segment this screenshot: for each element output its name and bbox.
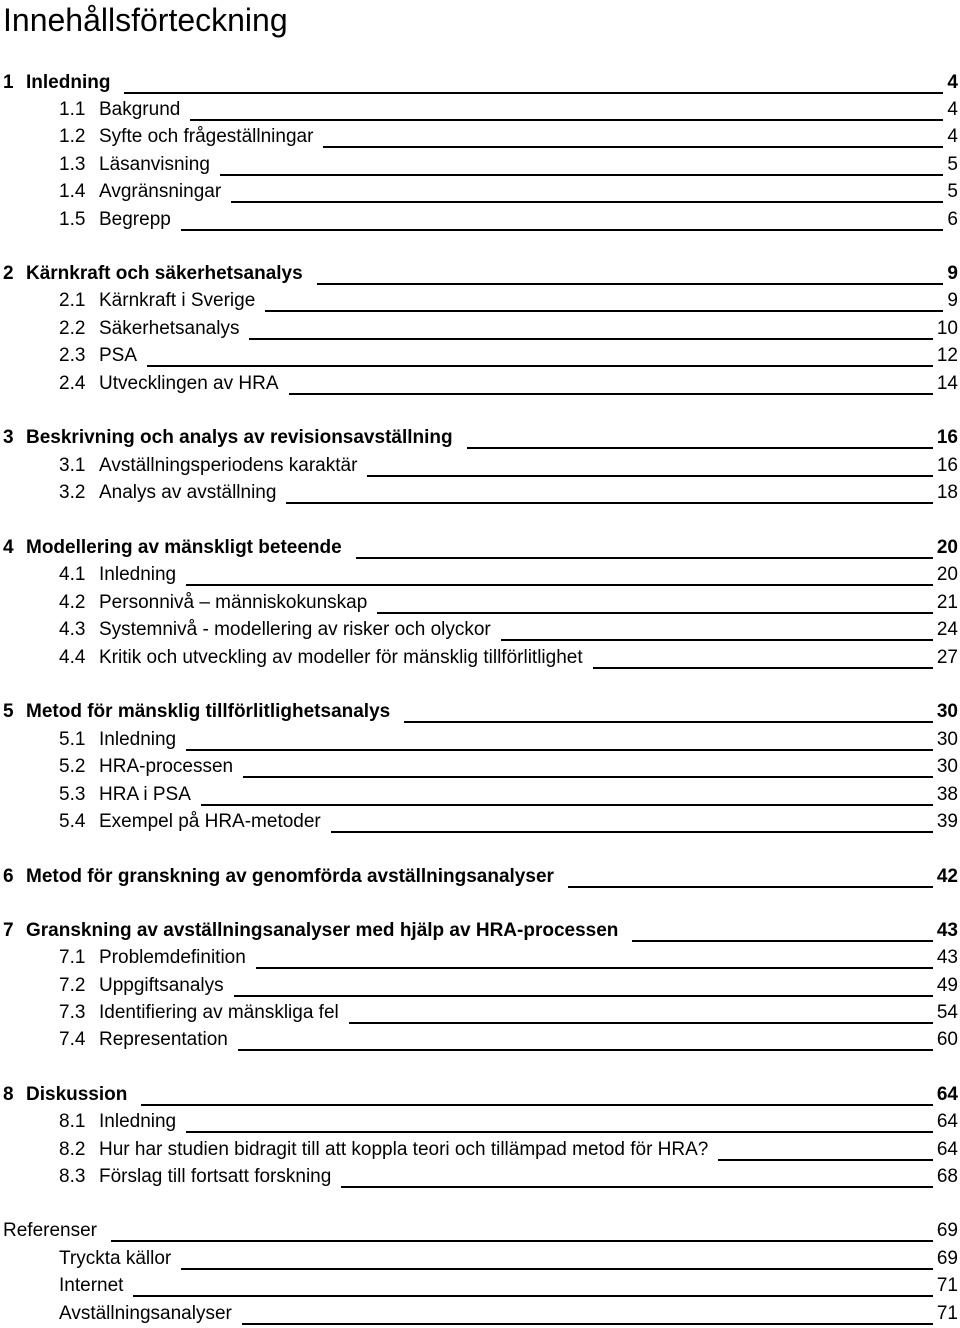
- toc-section-entry[interactable]: [0, 590, 960, 617]
- toc-entry-number: 3: [3, 427, 14, 448]
- toc-entry-title: Inledning: [99, 1111, 177, 1132]
- toc-entry-number: 4.1: [59, 564, 86, 585]
- toc-leader-line: [356, 557, 933, 559]
- toc-entry-page-number: 20: [936, 537, 958, 558]
- toc-entry-page-number: 18: [936, 482, 958, 503]
- toc-leader-line: [256, 967, 933, 969]
- toc-entry-page-number: 24: [936, 619, 958, 640]
- toc-entry-number: 1.3: [59, 154, 86, 175]
- toc-section-entry[interactable]: [0, 343, 960, 370]
- toc-section-entry[interactable]: [0, 179, 960, 206]
- toc-leader-line: [186, 584, 933, 586]
- toc-entry-page-number: 20: [936, 564, 958, 585]
- toc-entry-number: 2.1: [59, 290, 86, 311]
- toc-entry-page-number: 9: [947, 290, 958, 311]
- toc-leader-line: [201, 804, 933, 806]
- toc-entry-number: 6: [3, 866, 14, 887]
- toc-entry-title: Systemnivå - modellering av risker och olyckor: [99, 619, 491, 640]
- toc-chapter-entry[interactable]: [0, 261, 960, 288]
- toc-section-entry[interactable]: [0, 97, 960, 124]
- toc-entry-number: 4.3: [59, 619, 86, 640]
- toc-leader-line: [289, 393, 933, 395]
- toc-entry-number: 8: [3, 1084, 14, 1105]
- toc-section-entry[interactable]: [0, 124, 960, 151]
- toc-entry-number: 5.2: [59, 756, 86, 777]
- toc-chapter-entry[interactable]: [0, 1082, 960, 1109]
- toc-section-entry[interactable]: [0, 754, 960, 781]
- toc-chapter-entry[interactable]: [0, 535, 960, 562]
- toc-entry-title: Identifiering av mänskliga fel: [99, 1002, 339, 1023]
- toc-entry-number: 2: [3, 263, 14, 284]
- toc-leader-line: [181, 1268, 933, 1270]
- toc-entry-title: Representation: [99, 1029, 228, 1050]
- toc-entry-title: Diskussion: [26, 1084, 128, 1105]
- toc-entry-page-number: 9: [947, 263, 958, 284]
- toc-entry-page-number: 16: [936, 455, 958, 476]
- toc-entry-title: Analys av avställning: [99, 482, 277, 503]
- toc-section-entry[interactable]: [0, 453, 960, 480]
- toc-section-entry[interactable]: [0, 727, 960, 754]
- toc-entry-title: Referenser: [3, 1220, 97, 1241]
- toc-section-entry[interactable]: [0, 809, 960, 836]
- toc-entry-page-number: 30: [936, 729, 958, 750]
- toc-entry-number: 8.2: [59, 1139, 86, 1160]
- toc-entry-title: Uppgiftsanalys: [99, 975, 224, 996]
- toc-entry-page-number: 38: [936, 784, 958, 805]
- toc-entry-title: Syfte och frågeställningar: [99, 126, 314, 147]
- toc-entry-page-number: 64: [936, 1139, 958, 1160]
- toc-entry-page-number: 5: [947, 154, 958, 175]
- toc-leader-line: [124, 92, 943, 94]
- toc-leader-line: [377, 612, 933, 614]
- toc-entry-number: 5: [3, 701, 14, 722]
- toc-leader-line: [111, 1240, 933, 1242]
- toc-entry-title: Avställningsanalyser: [59, 1303, 232, 1324]
- toc-entry-title: Hur har studien bidragit till att koppla teori och tillämpad metod för HRA?: [99, 1139, 709, 1160]
- toc-leader-line: [331, 831, 933, 833]
- toc-entry-page-number: 10: [936, 318, 958, 339]
- toc-entry-page-number: 71: [936, 1275, 958, 1296]
- toc-entry-title: Avställningsperiodens karaktär: [99, 455, 358, 476]
- toc-section-entry[interactable]: [0, 207, 960, 234]
- toc-leader-line: [593, 667, 933, 669]
- toc-entry-page-number: 69: [936, 1248, 958, 1269]
- toc-entry-page-number: 69: [936, 1220, 958, 1241]
- toc-leader-line: [367, 475, 933, 477]
- toc-chapter-entry[interactable]: [0, 699, 960, 726]
- toc-entry-title: Utvecklingen av HRA: [99, 373, 279, 394]
- toc-entry-page-number: 43: [936, 920, 958, 941]
- toc-leader-line: [186, 749, 933, 751]
- toc-entry-title: Läsanvisning: [99, 154, 210, 175]
- toc-entry-page-number: 16: [936, 427, 958, 448]
- toc-entry-page-number: 4: [947, 126, 958, 147]
- toc-entry-title: Inledning: [99, 729, 177, 750]
- toc-leader-line: [231, 201, 943, 203]
- toc-entry-page-number: 5: [947, 181, 958, 202]
- toc-section-entry[interactable]: [0, 1164, 960, 1191]
- toc-section-entry[interactable]: [0, 152, 960, 179]
- toc-entry-number: 5.1: [59, 729, 86, 750]
- toc-leader-line: [242, 1323, 933, 1325]
- toc-entry-number: 7: [3, 920, 14, 941]
- toc-entry-title: Bakgrund: [99, 99, 181, 120]
- toc-leader-line: [190, 119, 943, 121]
- toc-entry-page-number: 30: [936, 756, 958, 777]
- toc-leader-line: [501, 639, 933, 641]
- toc-entry-title: Tryckta källor: [59, 1248, 172, 1269]
- toc-chapter-entry[interactable]: [0, 864, 960, 891]
- toc-section-entry[interactable]: [0, 1000, 960, 1027]
- page-title: Innehållsförteckning: [3, 2, 288, 38]
- toc-entry-page-number: 21: [936, 592, 958, 613]
- toc-entry-title: Internet: [59, 1275, 124, 1296]
- toc-entry-title: Problemdefinition: [99, 947, 246, 968]
- toc-entry-number: 2.3: [59, 345, 86, 366]
- toc-leader-line: [147, 365, 933, 367]
- toc-entry-title: Kärnkraft i Sverige: [99, 290, 256, 311]
- toc-leader-line: [349, 1022, 933, 1024]
- toc-entry-page-number: 27: [936, 647, 958, 668]
- toc-leader-line: [141, 1104, 933, 1106]
- toc-entry-title: Metod för mänsklig tillförlitlighetsanalys: [26, 701, 391, 722]
- toc-entry-page-number: 64: [936, 1111, 958, 1132]
- toc-entry-title: Exempel på HRA-metoder: [99, 811, 321, 832]
- toc-entry-number: 4: [3, 537, 14, 558]
- toc-entry-number: 7.4: [59, 1029, 86, 1050]
- toc-entry-page-number: 54: [936, 1002, 958, 1023]
- toc-entry-page-number: 71: [936, 1303, 958, 1324]
- toc-section-entry[interactable]: [0, 480, 960, 507]
- toc-leader-line: [341, 1186, 933, 1188]
- toc-entry-title: Metod för granskning av genomförda avställningsanalyser: [26, 866, 554, 887]
- toc-entry-page-number: 60: [936, 1029, 958, 1050]
- toc-leader-line: [234, 995, 933, 997]
- toc-entry-title: Inledning: [99, 564, 177, 585]
- toc-section-entry[interactable]: [0, 782, 960, 809]
- toc-section-entry[interactable]: [0, 562, 960, 589]
- toc-leader-line: [568, 886, 933, 888]
- toc-entry-number: 7.1: [59, 947, 86, 968]
- toc-entry-page-number: 43: [936, 947, 958, 968]
- toc-entry-page-number: 64: [936, 1084, 958, 1105]
- toc-entry-title: Förslag till fortsatt forskning: [99, 1166, 332, 1187]
- toc-section-entry[interactable]: [0, 973, 960, 1000]
- toc-entry-number: 1.2: [59, 126, 86, 147]
- toc-entry-number: 5.3: [59, 784, 86, 805]
- toc-entry-number: 3.2: [59, 482, 86, 503]
- toc-section-entry[interactable]: [0, 617, 960, 644]
- toc-entry-number: 1: [3, 72, 14, 93]
- toc-entry-title: Begrepp: [99, 209, 171, 230]
- toc-section-entry[interactable]: [0, 945, 960, 972]
- toc-entry-number: 7.2: [59, 975, 86, 996]
- toc-leader-line: [181, 229, 943, 231]
- toc-entry-page-number: 49: [936, 975, 958, 996]
- toc-entry-number: 8.3: [59, 1166, 86, 1187]
- toc-entry-number: 2.4: [59, 373, 86, 394]
- toc-chapter-entry[interactable]: [0, 70, 960, 97]
- toc-entry-number: 2.2: [59, 318, 86, 339]
- toc-entry-page-number: 30: [936, 701, 958, 722]
- toc-leader-line: [243, 776, 933, 778]
- toc-leader-line: [286, 502, 933, 504]
- toc-section-entry[interactable]: [0, 1027, 960, 1054]
- toc-leader-line: [249, 338, 933, 340]
- toc-leader-line: [186, 1131, 933, 1133]
- toc-entry-title: Modellering av mänskligt beteende: [26, 537, 342, 558]
- toc-entry-number: 1.4: [59, 181, 86, 202]
- toc-entry-page-number: 39: [936, 811, 958, 832]
- toc-entry-number: 7.3: [59, 1002, 86, 1023]
- toc-entry-title: Inledning: [26, 72, 111, 93]
- toc-entry-number: 1.1: [59, 99, 86, 120]
- toc-entry-page-number: 4: [947, 72, 958, 93]
- toc-entry-number: 3.1: [59, 455, 86, 476]
- toc-entry-number: 5.4: [59, 811, 86, 832]
- toc-section-entry[interactable]: [0, 288, 960, 315]
- toc-section-entry[interactable]: [0, 1273, 960, 1300]
- toc-entry-page-number: 6: [947, 209, 958, 230]
- toc-chapter-entry[interactable]: [0, 918, 960, 945]
- toc-entry-title: Kärnkraft och säkerhetsanalys: [26, 263, 303, 284]
- toc-leader-line: [404, 721, 933, 723]
- toc-entry-page-number: 42: [936, 866, 958, 887]
- toc-entry-title: PSA: [99, 345, 138, 366]
- toc-section-entry[interactable]: [0, 645, 960, 672]
- toc-chapter-entry[interactable]: [0, 425, 960, 452]
- toc-entry-number: 8.1: [59, 1111, 86, 1132]
- toc-entry-title: Avgränsningar: [99, 181, 222, 202]
- toc-leader-line: [220, 174, 943, 176]
- toc-section-entry[interactable]: [0, 316, 960, 343]
- toc-leader-line: [265, 310, 943, 312]
- toc-entry-title: Granskning av avställningsanalyser med hjälp av HRA-processen: [26, 920, 619, 941]
- toc-leader-line: [317, 283, 943, 285]
- toc-entry-page-number: 12: [936, 345, 958, 366]
- toc-entry-page-number: 68: [936, 1166, 958, 1187]
- toc-entry-page-number: 14: [936, 373, 958, 394]
- toc-entry-title: Kritik och utveckling av modeller för mänsklig tillförlitlighet: [99, 647, 583, 668]
- toc-section-entry[interactable]: [0, 1246, 960, 1273]
- toc-entry-title: HRA-processen: [99, 756, 234, 777]
- toc-leader-line: [323, 146, 943, 148]
- toc-entry-number: 4.4: [59, 647, 86, 668]
- toc-entry-number: 1.5: [59, 209, 86, 230]
- toc-section-entry[interactable]: [0, 1137, 960, 1164]
- toc-leader-line: [467, 447, 933, 449]
- toc-leader-line: [718, 1159, 933, 1161]
- toc-section-entry[interactable]: [0, 1109, 960, 1136]
- toc-entry-title: Personnivå – människokunskap: [99, 592, 368, 613]
- toc-entry-title: HRA i PSA: [99, 784, 191, 805]
- toc-entry-number: 4.2: [59, 592, 86, 613]
- toc-leader-line: [632, 940, 933, 942]
- toc-chapter-entry[interactable]: [0, 1218, 960, 1245]
- toc-leader-line: [238, 1049, 933, 1051]
- toc-entry-title: Beskrivning och analys av revisionsavställning: [26, 427, 453, 448]
- toc-leader-line: [133, 1295, 933, 1297]
- toc-entry-page-number: 4: [947, 99, 958, 120]
- toc-section-entry[interactable]: [0, 371, 960, 398]
- toc-entry-title: Säkerhetsanalys: [99, 318, 240, 339]
